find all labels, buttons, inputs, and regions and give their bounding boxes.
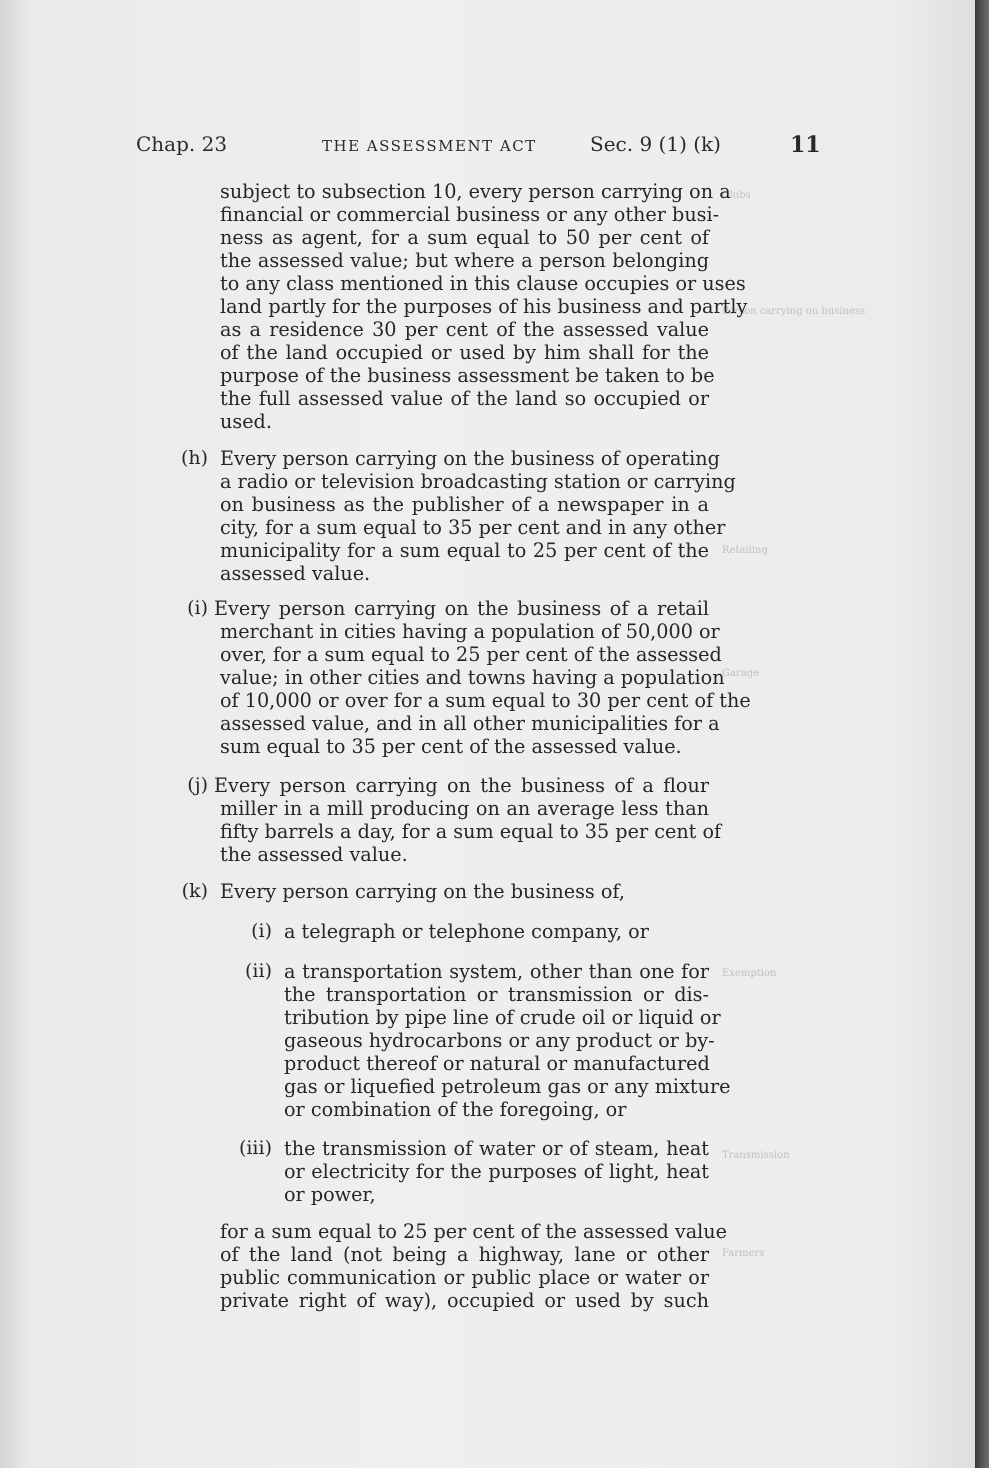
text-line: of 10,000 or over for a sum equal to 30 per cent of the [220,689,751,712]
margin-note: Transmission [722,1150,790,1161]
text-line: of the land occupied or used by him shall for the [220,341,709,364]
text-line: fifty barrels a day, for a sum equal to 35 per cent of [220,820,722,843]
text-line: public communication or public place or water or [220,1266,709,1289]
text-line: as a residence 30 per cent of the assessed value [220,318,709,341]
act-title: THE ASSESSMENT ACT [322,137,537,155]
text-line: municipality for a sum equal to 25 per cent of the [220,539,709,562]
clause-label: (i) [187,597,208,619]
text-line: financial or commercial business or any other busi- [220,203,720,226]
text-line: sum equal to 35 per cent of the assessed value. [220,735,682,758]
text-line: merchant in cities having a population of 50,000 or [220,620,720,643]
clause-label: (j) [187,774,208,796]
text-line: a radio or television broadcasting station or carrying [220,470,736,493]
text-line: value; in other cities and towns having a population [220,666,725,689]
margin-note: Clubs [722,190,751,201]
text-line: to any class mentioned in this clause occupies or uses [220,272,746,295]
text-line: ness as agent, for a sum equal to 50 per cent of [220,226,709,249]
running-header [0,132,975,160]
text-line: assessed value. [220,562,371,585]
subclause-label: (i) [251,920,272,942]
text-line: used. [220,410,272,433]
text-line: Every person carrying on the business of a flour [214,774,709,797]
text-line: the assessed value; but where a person belonging [220,249,709,272]
text-line: private right of way), occupied or used by such [220,1289,709,1312]
margin-note: Farmers [722,1248,765,1259]
subclause-label: (iii) [238,1137,272,1159]
text-line: Every person carrying on the business of a retail [214,597,709,620]
text-line: for a sum equal to 25 per cent of the assessed value [220,1220,728,1243]
text-line: assessed value, and in all other municipalities for a [220,712,720,735]
text-line: gaseous hydrocarbons or any product or by- [284,1029,715,1052]
margin-note: Garage [722,668,760,679]
text-line: a telegraph or telephone company, or [284,920,649,943]
margin-note: Retailing [722,545,768,556]
text-line: the full assessed value of the land so occupied or [220,387,709,410]
text-line: or combination of the foregoing, or [284,1098,627,1121]
text-line: purpose of the business assessment be taken to be [220,364,715,387]
text-line: subject to subsection 10, every person carrying on a [220,180,731,203]
text-line: of the land (not being a highway, lane or other [220,1243,709,1266]
text-line: the assessed value. [220,843,408,866]
text-line: over, for a sum equal to 25 per cent of the assessed [220,643,722,666]
text-line: the transmission of water or of steam, heat [284,1137,709,1160]
clause-label: (h) [180,447,208,469]
margin-note: Exemption [722,968,777,979]
text-line: Every person carrying on the business of operating [220,447,720,470]
text-line: city, for a sum equal to 35 per cent and in any other [220,516,726,539]
text-line: Every person carrying on the business of, [220,880,625,903]
text-line: the transportation or transmission or dis- [284,983,709,1006]
chapter-label: Chap. 23 [136,132,228,156]
text-line: on business as the publisher of a newspaper in a [220,493,709,516]
text-line: product thereof or natural or manufactured [284,1052,710,1075]
text-line: tribution by pipe line of crude oil or liquid or [284,1006,721,1029]
section-reference: Sec. 9 (1) (k) [590,132,721,156]
page-edge [975,0,989,1468]
text-line: land partly for the purposes of his business and partly [220,295,748,318]
subclause-label: (ii) [245,960,272,982]
text-line: gas or liquefied petroleum gas or any mixture [284,1075,731,1098]
text-line: or power, [284,1183,376,1206]
text-line: miller in a mill producing on an average less than [220,797,709,820]
clause-label: (k) [181,880,208,902]
text-line: or electricity for the purposes of light, heat [284,1160,709,1183]
text-line: a transportation system, other than one for [284,960,709,983]
margin-note: Person carrying on business [722,306,866,317]
page-number: 11 [790,132,821,158]
